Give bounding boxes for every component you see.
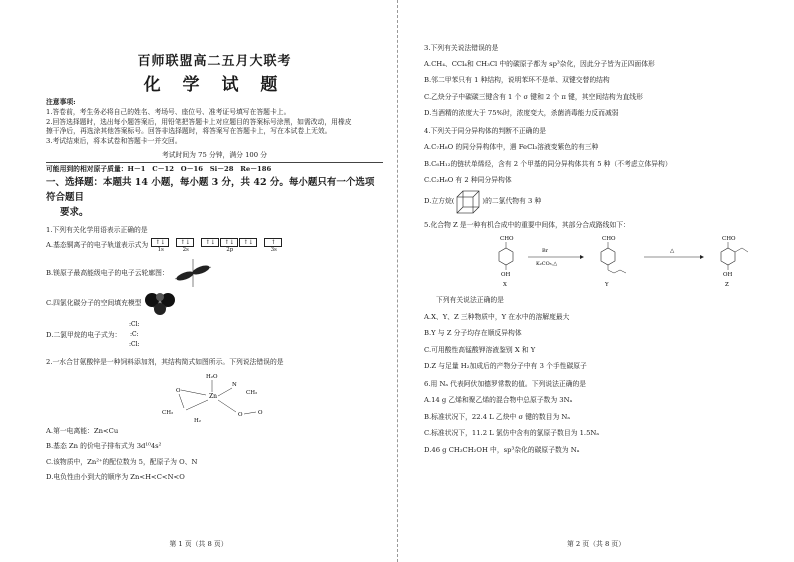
- question-1-stem: 1.下列有关化学用语表示正确的是: [46, 225, 148, 234]
- section-heading-cont: 要求。: [60, 206, 89, 218]
- svg-text:Br: Br: [542, 248, 549, 254]
- question-5-stem: 5.化合物 Z 是一种有机合成中的重要中间体，其部分合成路线如下：: [424, 220, 630, 229]
- q2-option-d: D.电负性由小到大的顺序为 Zn<H<C<N<O: [46, 473, 185, 482]
- synthesis-route-diagram: [484, 232, 784, 290]
- orbital-diagram: ↑↓ 1s ↑↓ 2s ↑↓ ↑↓ ↑↓ 2p ↑ 3s: [151, 238, 283, 253]
- note-2: 2.回答选择题时，选出每小题答案后，用铅笔把答题卡上对应题目的答案标号涂黑，如需改动，用橡皮: [46, 117, 352, 126]
- exam-title: 百师联盟高二五月大联考: [137, 54, 292, 69]
- q5-option-d: D.Z 与足量 H₂加成后的产物分子中有 3 个手性碳原子: [424, 362, 587, 370]
- svg-text:△: △: [670, 248, 675, 254]
- svg-text::Cl:: :Cl:: [129, 341, 140, 349]
- svg-text:CH₂: CH₂: [162, 409, 174, 416]
- exam-time: 考试时间为 75 分钟，满分 100 分: [161, 150, 268, 159]
- q2-option-b: B.基态 Zn 的价电子排布式为 3d¹⁰4s²: [46, 442, 162, 451]
- q3-option-a: A.CH₄、CCl₄和 CH₃Cl 中的碳原子都为 sp³杂化，因此分子皆为正四面体形: [424, 59, 655, 68]
- svg-text:O: O: [258, 409, 263, 416]
- q1-option-d: [46, 318, 383, 352]
- q1-option-a-text: A.基态铜离子的电子轨道表示式为: [46, 241, 149, 250]
- section-heading: 一、选择题：本题共 14 小题，每小题 3 分，共 42 分。每小题只有一个选项符合题目: [46, 176, 375, 203]
- note-3: 3.考试结束后，将本试卷和答题卡一并交回。: [46, 137, 182, 146]
- orbital-label-1s: 1s: [157, 247, 164, 254]
- q4-option-d: [424, 188, 774, 216]
- q6-option-a: A.14 g 乙烯和聚乙烯的混合物中总原子数为 3Nₐ: [424, 396, 573, 404]
- q1-option-b-text: B.镁原子最高能级电子的电子云轮廓图：: [46, 268, 169, 277]
- label-y: Y: [605, 282, 609, 288]
- question-3-stem: 3.下列有关说法错误的是: [424, 44, 499, 52]
- page-2-footer: 第 2 页（共 8 页）: [566, 540, 626, 548]
- question-6-stem: 6.用 Nₐ 代表阿伏加德罗常数的值。下列说法正确的是: [424, 379, 587, 388]
- divider: [46, 162, 383, 163]
- q5-option-a: A.X、Y、Z 三种物质中，Y 在水中的溶解度最大: [424, 312, 570, 321]
- orbital-label-2p: 2p: [226, 247, 234, 254]
- svg-text:O: O: [176, 387, 181, 394]
- q1-option-a: [46, 238, 383, 253]
- q4-option-b: B.C₆H₁₂的链状单烯烃，含有 2 个甲基的同分异构体共有 5 种（不考虑立体异构）: [424, 159, 672, 168]
- svg-text:CHO: CHO: [602, 236, 616, 242]
- question-2-stem: 2.一水合甘氨酸锌是一种饲料添加剂，其结构简式如图所示。下列说法错误的是: [46, 358, 284, 367]
- svg-text:O: O: [238, 411, 243, 418]
- orbital-label-2s: 2s: [182, 247, 189, 254]
- q2-option-a: A.第一电离能：Zn<Cu: [46, 426, 119, 435]
- q6-option-c: C.标准状况下，11.2 L 氯仿中含有的氯原子数目为 1.5Nₐ: [424, 429, 599, 437]
- orbital-label-3s: 3s: [270, 247, 277, 254]
- cubane-icon: [454, 188, 482, 216]
- electron-cloud-diagram: [171, 257, 215, 289]
- q6-option-d: D.46 g CH₃CH₂OH 中，sp³杂化的碳原子数为 Nₐ: [424, 445, 580, 454]
- q5-option-b: B.Y 与 Z 分子均存在顺反异构体: [424, 329, 522, 337]
- q3-option-c: C.乙炔分子中碳碳三键含有 1 个 σ 键和 2 个 π 键，其空间结构为直线形: [424, 92, 643, 101]
- label-z: Z: [725, 282, 729, 288]
- q5-sub-stem: 下列有关说法正确的是: [436, 296, 504, 304]
- q4-option-a: A.C₇H₈O 的同分异构体中，遇 FeCl₃溶液变紫色的有三种: [424, 143, 599, 151]
- svg-text:H₂O: H₂O: [206, 373, 218, 380]
- q6-option-b: B.标准状况下，22.4 L 乙炔中 σ 键的数目为 Nₐ: [424, 412, 570, 421]
- label-x: X: [503, 282, 507, 288]
- notes-heading: 注意事项:: [46, 98, 76, 106]
- q4-option-d-pre: D.立方烷(: [424, 196, 455, 205]
- q3-option-b: B.邻二甲苯只有 1 种结构，说明苯环不是单、双键交替的结构: [424, 76, 610, 84]
- note-2-cont: 擦干净后，再选涂其他答案标号。回答非选择题时，将答案写在答题卡上，写在本试卷上无效。: [46, 127, 332, 136]
- atomic-masses: 可能用到的相对原子质量：H－1 C－12 O－16 Si－28 Re－186: [46, 164, 272, 173]
- space-filling-model-icon: [143, 291, 177, 315]
- q1-option-c-text: C.四氯化碳分子的空间填充模型: [46, 298, 142, 307]
- q4-option-c: C.C₂H₆O 有 2 种同分异构体: [424, 176, 512, 184]
- svg-text:OH: OH: [723, 272, 733, 278]
- svg-text:N: N: [232, 381, 237, 388]
- q3-option-d: D.当酒精的浓度大于 75%时，浓度变大，杀菌消毒能力反而减弱: [424, 109, 619, 117]
- q1-option-b: [46, 257, 383, 289]
- q4-option-d-post: )的二氯代物有 3 种: [482, 196, 542, 205]
- note-1: 1.答卷前，考生务必将自己的姓名、考场号、座位号、准考证号填写在答题卡上。: [46, 107, 291, 116]
- electron-dot-formula: [123, 318, 145, 352]
- page-1-footer: 第 1 页（共 8 页）: [169, 540, 228, 548]
- zinc-glycinate-structure: [154, 370, 284, 424]
- svg-text:OH: OH: [501, 272, 511, 278]
- q1-option-d-text: D.二氯甲烷的电子式为：: [46, 330, 122, 339]
- svg-text:H₂: H₂: [194, 417, 202, 424]
- svg-text::C:: :C:: [130, 331, 139, 339]
- svg-text:CHO: CHO: [722, 236, 736, 242]
- page-2: [397, 0, 794, 562]
- svg-text:K₂CO₃,△: K₂CO₃,△: [536, 261, 558, 267]
- svg-text:CHO: CHO: [500, 236, 514, 242]
- svg-text:Zn: Zn: [209, 392, 218, 400]
- q5-option-c: C.可用酸性高锰酸钾溶液鉴别 X 和 Y: [424, 345, 536, 354]
- exam-subject: 化 学 试 题: [143, 75, 286, 95]
- svg-text::Cl:: :Cl:: [129, 321, 140, 329]
- svg-text:CH₂: CH₂: [246, 389, 258, 396]
- question-4-stem: 4.下列关于同分异构体的判断不正确的是: [424, 126, 547, 135]
- q2-option-c: C.该物质中，Zn²⁺的配位数为 5，配原子为 O、N: [46, 457, 198, 466]
- q1-option-c: [46, 291, 383, 315]
